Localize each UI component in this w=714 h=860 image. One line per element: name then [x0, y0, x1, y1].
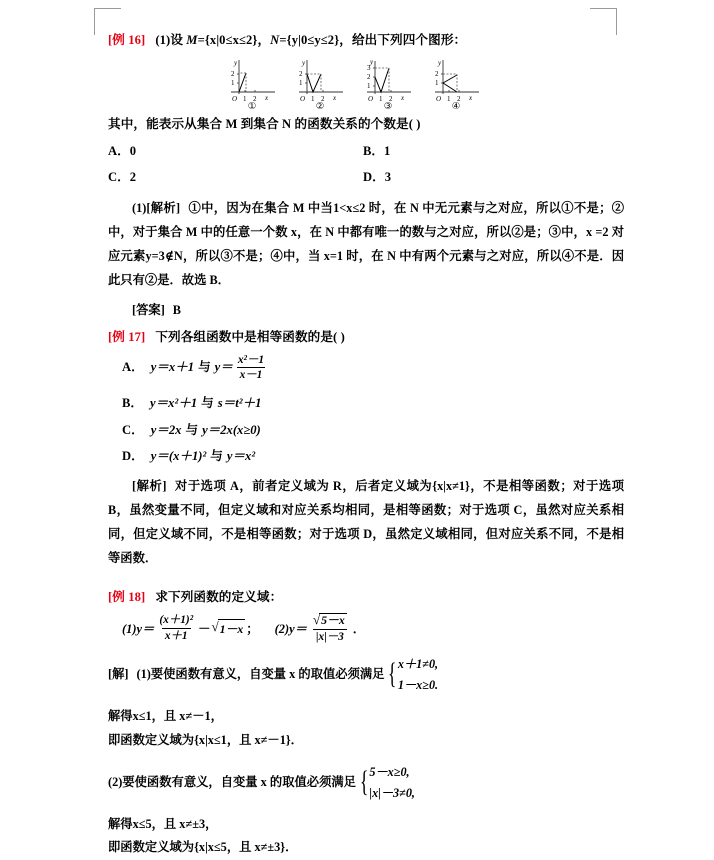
- ex16-set-m-symbol: M: [186, 33, 198, 47]
- svg-text:2: 2: [367, 73, 371, 82]
- svg-text:y: y: [370, 58, 374, 67]
- ex18-stem: [108, 587, 624, 607]
- left-brace-icon: {: [388, 657, 398, 691]
- ex18-part2-condition: [108, 762, 624, 804]
- ex18-part2-system-row-2: |x|－3≠0,: [369, 785, 415, 800]
- ex18-part2-line3: 即函数定义域为{x|x≤5，且 x≠±3}．: [108, 840, 298, 855]
- ex18-part1-condition: [108, 654, 624, 696]
- svg-text:1: 1: [367, 82, 371, 91]
- ex18-formula1-denominator: x＋1: [162, 628, 191, 643]
- ex17-option-c[interactable]: [108, 422, 624, 440]
- svg-text:1: 1: [231, 79, 235, 88]
- svg-text:2: 2: [321, 95, 325, 103]
- ex18-formula1-prefix: (1)y＝: [122, 622, 155, 637]
- svg-text:O: O: [368, 95, 374, 103]
- ex16-figure-3: [362, 56, 414, 112]
- ex18-solution-tag: [解]: [108, 667, 129, 682]
- ex18-formula1-sqrt: [212, 619, 246, 637]
- ex16-stem-prefix: (1)设: [155, 33, 187, 47]
- ex18-formula2-fraction: [309, 613, 351, 643]
- svg-text:1: 1: [299, 79, 303, 88]
- ex16-figure-1-caption: ①: [247, 102, 257, 113]
- ex18-part1-line2: 解得x≤1，且 x≠－1，: [108, 708, 223, 723]
- ex18-formula2-suffix: ．: [352, 622, 366, 637]
- ex18-formula2-sqrt: [313, 613, 347, 628]
- radical-icon: √: [211, 619, 219, 635]
- ex17-option-b-left: y＝x²＋1: [150, 396, 198, 411]
- ex18-tag: [例 18]: [108, 589, 146, 604]
- ex17-tag: [例 17]: [108, 330, 146, 345]
- svg-text:y: y: [302, 59, 306, 68]
- ex16-figure-1: [226, 56, 278, 112]
- ex18-part1-system-row-2: 1－x≥0.: [397, 677, 439, 692]
- ex16-figure-2: [294, 56, 346, 112]
- svg-text:x: x: [333, 94, 337, 103]
- ex16-tag: [例 16]: [108, 33, 146, 47]
- ex16-choices: [108, 139, 624, 191]
- ex17-option-d-conj: 与: [210, 449, 223, 464]
- graph-2-svg: [294, 56, 346, 102]
- ex18-formula2-numerator: [309, 613, 351, 629]
- ex18-formula1-minus: －: [198, 622, 211, 637]
- svg-text:O: O: [300, 95, 306, 103]
- ex17-option-a-label: A．: [122, 360, 144, 375]
- ex18-formula1-numerator: (x＋1)²: [159, 614, 194, 627]
- svg-text:x: x: [265, 94, 269, 103]
- ex16-figure-4: [430, 56, 482, 112]
- ex16-set-n-body: ={y|0≤y≤2}: [279, 33, 340, 47]
- ex18-part2-system: [357, 762, 415, 804]
- svg-text:1: 1: [435, 79, 439, 88]
- ex16-figure-2-caption: ②: [315, 102, 325, 113]
- svg-text:1: 1: [311, 95, 315, 103]
- ex17-analysis-tag: [解析]: [132, 479, 167, 494]
- svg-text:2: 2: [389, 95, 393, 103]
- ex17-analysis-text: 对于选项 A，前者定义域为 R，后者定义域为{x|x≠1}，不是相等函数；对于选项 B，虽然变量不同，但定义域和对应关系均相同，是相等函数；对于选项 C，虽然对应关系相同，但定义域不同，不是相等函数；对于选项 D，虽然定义域相同，但对应关系不同，不是相等函数．: [108, 479, 624, 565]
- ex16-figure-strip: [226, 56, 624, 112]
- ex17-option-b-right: s＝t²＋1: [217, 396, 262, 411]
- ex18-part2-system-rows: [369, 762, 415, 804]
- ex18-formula1-fraction: [156, 614, 196, 643]
- ex16-analysis: [108, 197, 624, 293]
- ex17-option-a-right-prefix: y＝: [214, 360, 233, 375]
- ex16-answer-value: B: [172, 303, 181, 318]
- svg-text:1: 1: [379, 95, 383, 103]
- ex16-choice-a[interactable]: A．0: [108, 143, 136, 158]
- ex16-choice-d[interactable]: D．3: [363, 169, 391, 184]
- left-brace-icon: {: [359, 765, 369, 799]
- ex17-option-d-label: D．: [122, 449, 144, 464]
- ex17-option-c-left: y＝2x: [150, 422, 182, 437]
- ex17-option-a-numerator: x²－1: [237, 353, 265, 366]
- ex17-option-c-label: C．: [122, 422, 144, 437]
- ex16-choice-row-1: [108, 139, 624, 165]
- ex17-option-d[interactable]: [108, 448, 624, 466]
- ex16-figure-3-caption: ③: [383, 102, 393, 113]
- ex18-formula1-suffix: ；: [246, 622, 259, 637]
- ex17-options: [108, 354, 624, 466]
- ex16-stem-sep: ，: [257, 33, 271, 47]
- ex17-option-d-right: y＝x²: [226, 449, 256, 464]
- svg-text:x: x: [469, 94, 473, 103]
- ex17-option-b-label: B．: [122, 396, 143, 411]
- svg-text:3: 3: [367, 64, 371, 73]
- ex16-answer-tag: [答案]: [132, 303, 165, 318]
- ex18-part2-system-row-1: 5－x≥0,: [369, 764, 410, 779]
- ex17-option-b-conj: 与: [201, 396, 214, 411]
- svg-text:O: O: [436, 95, 442, 103]
- ex18-formula1-radicand: 1－x: [218, 619, 246, 637]
- ex17-option-c-conj: 与: [185, 422, 199, 437]
- ex17-analysis: [108, 475, 624, 571]
- ex16-answer: [108, 299, 624, 323]
- ex18-formula2-prefix: (2)y＝: [274, 622, 308, 637]
- ex16-question: 其中，能表示从集合 M 到集合 N 的函数关系的个数是( ): [108, 117, 421, 132]
- ex16-figure-4-caption: ④: [451, 102, 461, 113]
- ex18-formulas: [108, 613, 624, 643]
- ex18-formula2-radicand: 5－x: [321, 613, 345, 628]
- ex16-stem: [108, 30, 624, 50]
- ex18-part1-system-rows: [398, 654, 438, 696]
- svg-text:y: y: [234, 59, 238, 68]
- ex18-part2-text: (2)要使函数有意义，自变量 x 的取值必须满足: [108, 775, 356, 790]
- ex16-stem-suffix: ，给出下列四个图形：: [339, 33, 467, 47]
- ex17-stem: [108, 327, 624, 347]
- ex18-part2-line2: 解得x≤5，且 x≠±3，: [108, 816, 218, 831]
- graph-1-svg: [226, 56, 278, 102]
- svg-text:2: 2: [435, 70, 439, 79]
- ex17-option-a[interactable]: [108, 354, 624, 383]
- svg-text:y: y: [438, 59, 442, 68]
- ex16-set-m-body: ={x|0≤x≤2}: [197, 33, 258, 47]
- graph-4-svg: [430, 56, 482, 102]
- ex18-part1-text: (1)要使函数有意义，自变量 x 的取值必须满足: [136, 667, 385, 682]
- svg-text:x: x: [401, 94, 405, 103]
- svg-text:1: 1: [447, 95, 451, 103]
- svg-text:2: 2: [457, 95, 461, 103]
- svg-text:2: 2: [231, 70, 235, 79]
- ex17-option-a-conj: 与: [198, 360, 211, 375]
- ex17-option-a-fraction: [235, 354, 267, 383]
- ex17-question: 下列各组函数中是相等函数的是( ): [155, 330, 345, 345]
- ex17-option-a-denominator: x－1: [237, 367, 266, 382]
- ex18-part1-line3: 即函数定义域为{x|x≤1，且 x≠－1}．: [108, 732, 303, 747]
- graph-3-svg: [362, 56, 414, 102]
- ex17-option-b[interactable]: [108, 395, 624, 413]
- ex17-option-a-left: y＝x＋1: [150, 360, 195, 375]
- ex16-choice-b[interactable]: B．1: [363, 143, 391, 158]
- svg-text:2: 2: [253, 95, 257, 103]
- ex18-formula2-denominator: |x|－3: [313, 629, 347, 644]
- ex16-analysis-text: ①中，因为在集合 M 中当1<x≤2 时，在 N 中无元素与之对应，所以①不是；②中，对于集合 M 中的任意一个数 x，在 N 中都有唯一的数与之对应，所以②是；③中，x =2 对应元素y=3∉N，所以③不是；④中，当 x=1 时，在 N 中有两个元素与之对应，所以④不是．因此只有②是．故选 B．: [108, 201, 625, 288]
- ex18-part1-system: [385, 654, 438, 696]
- ex16-choice-c[interactable]: C．2: [108, 169, 136, 184]
- ex16-set-n-symbol: N: [270, 33, 280, 47]
- radical-icon: √: [313, 612, 321, 628]
- ex17-option-d-left: y＝(x＋1)²: [150, 449, 207, 464]
- ex16-choice-row-2: [108, 165, 624, 191]
- svg-text:2: 2: [299, 70, 303, 79]
- ex17-option-c-right: y＝2x(x≥0): [202, 422, 261, 437]
- ex16-analysis-tag: (1)[解析]: [132, 201, 181, 216]
- svg-text:1: 1: [243, 95, 247, 103]
- document-content: [108, 30, 624, 860]
- svg-text:O: O: [232, 95, 238, 103]
- ex18-part1-system-row-1: x＋1≠0,: [397, 656, 439, 671]
- ex18-question: 求下列函数的定义域：: [155, 589, 283, 604]
